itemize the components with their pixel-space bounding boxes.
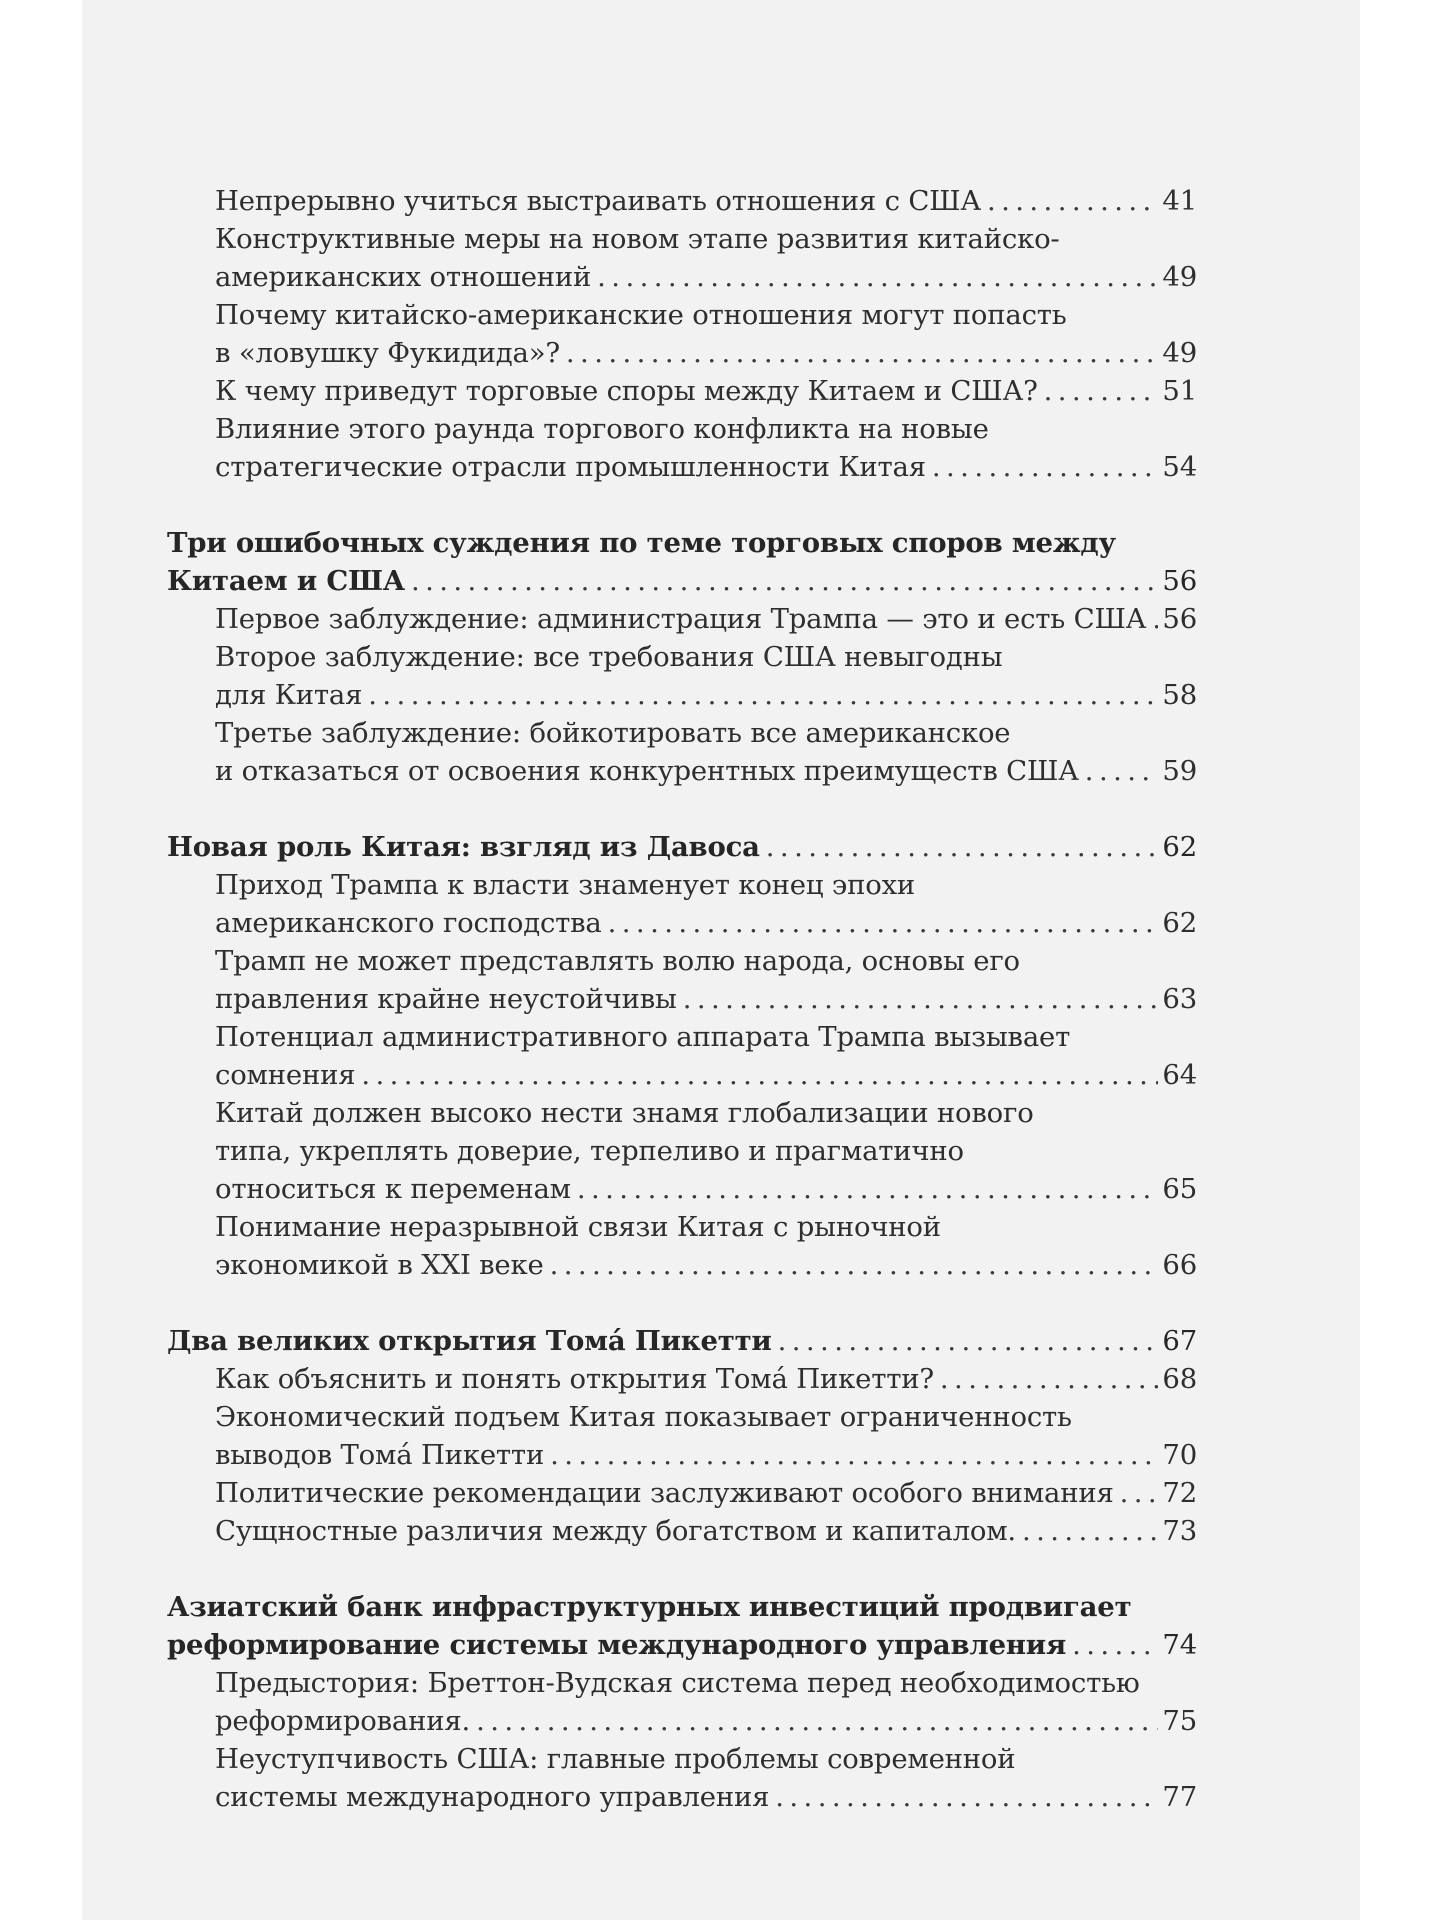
toc-entry-line (215, 676, 1197, 714)
toc-entry-title: Непрерывно учиться выстраивать отношения с США (215, 185, 981, 217)
toc-entry-title: Влияние этого раунда торгового конфликта на новые (215, 413, 989, 445)
toc-entry-line (215, 1018, 1197, 1056)
dot-leader (1044, 372, 1159, 410)
dot-leader (778, 1322, 1159, 1360)
toc-entry-title: Первое заблуждение: администрация Трампа — это и есть США (215, 603, 1147, 635)
toc-entry-title: Азиатский банк инфраструктурных инвестиций продвигает (167, 1591, 1132, 1623)
toc-chapter-entry (167, 1322, 1197, 1360)
toc-page-number: 73 (1162, 1515, 1197, 1547)
toc-section-entry (215, 714, 1197, 790)
toc-section-entry (215, 638, 1197, 714)
toc-entry-title: Новая роль Китая: взгляд из Давоса (167, 831, 760, 863)
toc-entry-title: и отказаться от освоения конкурентных преимуществ США (215, 755, 1079, 787)
dot-leader (550, 1436, 1158, 1474)
toc-entry-line (215, 1398, 1197, 1436)
toc-entry-title: реформирования. (215, 1705, 471, 1737)
toc-page-number: 58 (1162, 679, 1197, 711)
dot-leader (683, 980, 1159, 1018)
toc-entry-line (215, 638, 1197, 676)
toc-entry-line (215, 1360, 1197, 1398)
toc-entry-title: Почему китайско-американские отношения могут попасть (215, 299, 1067, 331)
toc-entry-title: выводов Тома́ Пикетти (215, 1439, 545, 1471)
toc-page-number: 49 (1162, 261, 1197, 293)
toc-entry-line (215, 258, 1197, 296)
toc-page-number: 68 (1162, 1363, 1197, 1395)
toc-entry-line (215, 1056, 1197, 1094)
toc-entry-line (167, 1626, 1197, 1664)
toc-page-number: 62 (1162, 907, 1197, 939)
toc-entry-title: американских отношений (215, 261, 592, 293)
toc-entry-line (167, 1322, 1197, 1360)
toc-entry-title: Политические рекомендации заслуживают особого внимания (215, 1477, 1114, 1509)
toc-chapter-entry (167, 1588, 1197, 1664)
toc-page-number: 64 (1162, 1059, 1197, 1091)
toc-entry-title: Три ошибочных суждения по теме торговых споров между (167, 527, 1116, 559)
toc-entry-line (215, 1246, 1197, 1284)
toc-entry-line (167, 524, 1197, 562)
toc-entry-title: Третье заблуждение: бойкотировать все американское (215, 717, 1011, 749)
toc-page-number: 72 (1162, 1477, 1197, 1509)
dot-leader (608, 904, 1159, 942)
toc-entry-line (215, 1778, 1197, 1816)
toc-section-entry (215, 1398, 1197, 1474)
toc-section-entry (215, 220, 1197, 296)
toc-entry-line (215, 600, 1197, 638)
toc-page-number: 51 (1162, 375, 1197, 407)
toc-entry-line (215, 1132, 1197, 1170)
toc-entry-line (215, 182, 1197, 220)
dot-leader (1152, 600, 1158, 638)
toc-page-number: 77 (1162, 1781, 1197, 1813)
toc-section-entry (215, 866, 1197, 942)
toc-entry-title: Потенциал административного аппарата Трампа вызывает (215, 1021, 1071, 1053)
toc-entry-line (215, 1436, 1197, 1474)
toc-entry-title: реформирование системы международного управления (167, 1629, 1067, 1661)
toc-entry-line (215, 1094, 1197, 1132)
dot-leader (597, 258, 1158, 296)
dot-leader (411, 562, 1158, 600)
toc-entry-line (167, 1588, 1197, 1626)
dot-leader (932, 448, 1159, 486)
toc-section-entry (215, 1208, 1197, 1284)
toc-entry-line (215, 1512, 1197, 1550)
toc-section-entry (215, 600, 1197, 638)
dot-leader (1120, 1474, 1159, 1512)
toc-entry-title: экономикой в XXI веке (215, 1249, 544, 1281)
toc-entry-title: Понимание неразрывной связи Китая с рыночной (215, 1211, 941, 1243)
toc-page-number: 66 (1162, 1249, 1197, 1281)
toc-entry-line (215, 220, 1197, 258)
toc-page-number: 75 (1162, 1705, 1197, 1737)
toc-entry-line (215, 980, 1197, 1018)
toc-entry-title: Конструктивные меры на новом этапе развития китайско- (215, 223, 1060, 255)
dot-leader (577, 1170, 1159, 1208)
toc-entry-title: типа, укреплять доверие, терпеливо и прагматично (215, 1135, 964, 1167)
toc-entry-title: Два великих открытия Тома́ Пикетти (167, 1325, 772, 1357)
dot-leader (550, 1246, 1159, 1284)
toc-section-entry (215, 942, 1197, 1018)
toc-entry-line (167, 828, 1197, 866)
dot-leader (476, 1702, 1158, 1740)
toc-entry-line (215, 410, 1197, 448)
toc-section-entry (215, 372, 1197, 410)
toc-entry-line (215, 334, 1197, 372)
toc-page-number: 67 (1162, 1325, 1197, 1357)
toc-entry-line (215, 866, 1197, 904)
dot-leader (1022, 1512, 1158, 1550)
toc-section-entry (215, 296, 1197, 372)
toc-entry-title: для Китая (215, 679, 363, 711)
dot-leader (368, 676, 1158, 714)
toc-page-number: 74 (1162, 1629, 1197, 1661)
dot-leader (940, 1360, 1159, 1398)
toc-entry-line (215, 904, 1197, 942)
toc-section-entry (215, 1664, 1197, 1740)
toc-section-entry (215, 1094, 1197, 1208)
toc-entry-title: сомнения (215, 1059, 356, 1091)
toc-entry-title: К чему приведут торговые споры между Китаем и США? (215, 375, 1038, 407)
toc-entry-line (215, 372, 1197, 410)
toc-entry-title: Второе заблуждение: все требования США невыгодны (215, 641, 1003, 673)
toc-chapter-entry (167, 524, 1197, 600)
toc-entry-line (215, 1740, 1197, 1778)
toc-section-entry (215, 1474, 1197, 1512)
toc-entry-title: Экономический подъем Китая показывает ограниченность (215, 1401, 1072, 1433)
toc-section-entry (215, 1740, 1197, 1816)
dot-leader (361, 1056, 1158, 1094)
toc-page-number: 41 (1162, 185, 1197, 217)
toc-page-number: 49 (1162, 337, 1197, 369)
toc-section-entry (215, 1360, 1197, 1398)
toc-page-number: 65 (1162, 1173, 1197, 1205)
toc-entry-line (215, 1170, 1197, 1208)
toc-entry-line (215, 448, 1197, 486)
toc-page-number: 59 (1162, 755, 1197, 787)
toc-entry-line (215, 1208, 1197, 1246)
toc-section-entry (215, 1018, 1197, 1094)
toc-entry-line (215, 714, 1197, 752)
toc-page-number: 70 (1162, 1439, 1197, 1471)
dot-leader (987, 182, 1158, 220)
toc-section-entry (215, 1512, 1197, 1550)
toc-entry-title: Китай должен высоко нести знамя глобализации нового (215, 1097, 1034, 1129)
toc-entry-title: относиться к переменам (215, 1173, 571, 1205)
toc-entry-title: стратегические отрасли промышленности Китая (215, 451, 926, 483)
toc-section-entry (215, 410, 1197, 486)
toc-entry-title: системы международного управления (215, 1781, 770, 1813)
toc-page-number: 63 (1162, 983, 1197, 1015)
toc-entry-title: Как объяснить и понять открытия Тома́ Пикетти? (215, 1363, 934, 1395)
toc-entry-title: Приход Трампа к власти знаменует конец эпохи (215, 869, 916, 901)
toc-entry-line (215, 296, 1197, 334)
toc-entry-line (215, 1664, 1197, 1702)
toc-entry-line (167, 562, 1197, 600)
toc-entry-line (215, 1474, 1197, 1512)
toc-entry-title: Предыстория: Бреттон-Вудская система перед необходимостью (215, 1667, 1140, 1699)
dot-leader (1072, 1626, 1158, 1664)
toc-entry-title: в «ловушку Фукидида»? (215, 337, 560, 369)
toc-entry-title: американского господства (215, 907, 602, 939)
toc-section-entry (215, 182, 1197, 220)
dot-leader (766, 828, 1159, 866)
toc-entry-title: Неуступчивость США: главные проблемы современной (215, 1743, 1016, 1775)
toc-entry-title: Китаем и США (167, 565, 405, 597)
toc-chapter-entry (167, 828, 1197, 866)
toc-entry-title: Трамп не может представлять волю народа, основы его (215, 945, 1020, 977)
toc-entry-title: Сущностные различия между богатством и капиталом. (215, 1515, 1016, 1547)
toc-entry-title: правления крайне неустойчивы (215, 983, 677, 1015)
table-of-contents (167, 182, 1197, 1816)
toc-page-number: 56 (1162, 565, 1197, 597)
toc-page-number: 56 (1162, 603, 1197, 635)
toc-entry-line (215, 752, 1197, 790)
dot-leader (566, 334, 1159, 372)
toc-entry-line (215, 1702, 1197, 1740)
dot-leader (1085, 752, 1159, 790)
toc-page-number: 62 (1162, 831, 1197, 863)
dot-leader (775, 1778, 1158, 1816)
toc-page-number: 54 (1162, 451, 1197, 483)
toc-entry-line (215, 942, 1197, 980)
